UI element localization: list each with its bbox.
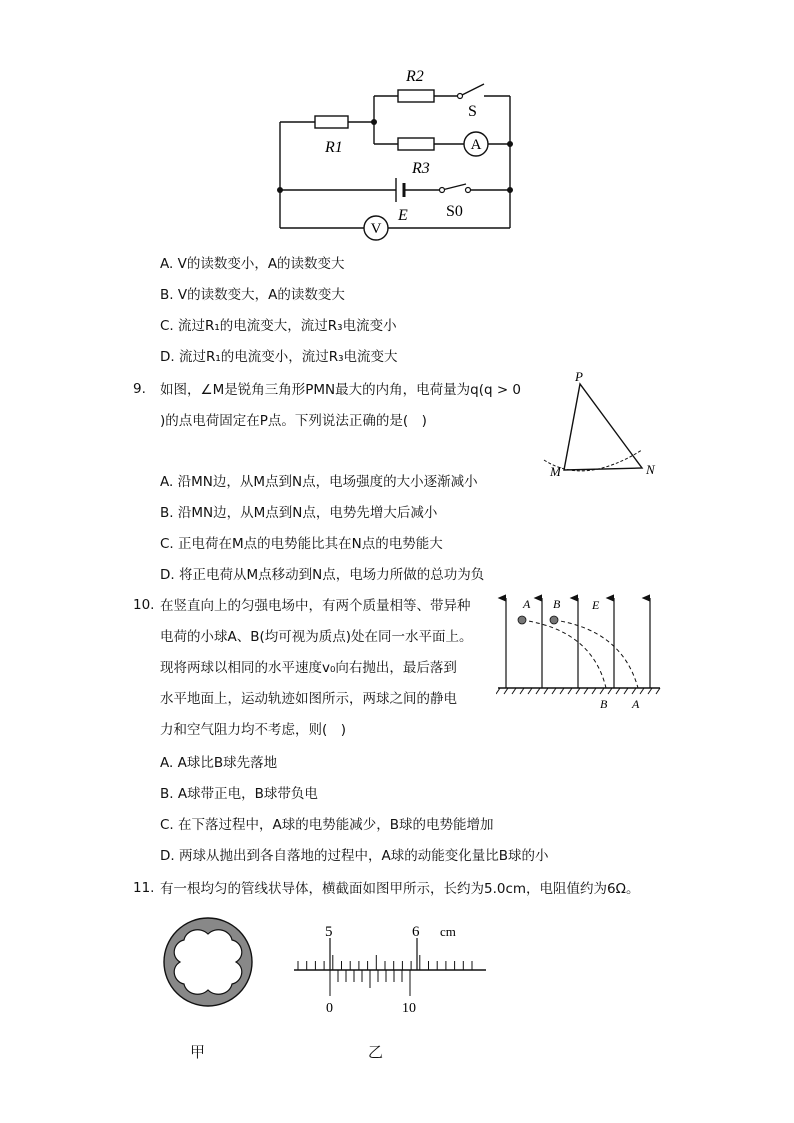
- triangle-figure: [536, 370, 670, 482]
- landing-a-label: A: [632, 697, 640, 711]
- q10-number: 10.: [133, 597, 155, 613]
- point-p-label: P: [575, 370, 583, 384]
- main-scale-5: 5: [325, 924, 333, 940]
- point-n-label: N: [646, 462, 655, 477]
- voltmeter-label: V: [370, 221, 382, 237]
- r2-label: R2: [406, 68, 424, 85]
- q10-stem-line4: 水平地面上，运动轨迹如图所示，两球之间的静电: [160, 691, 457, 707]
- ball-b-label: B: [553, 597, 561, 611]
- figure-yi-caption: 乙: [368, 1043, 384, 1061]
- q10-stem-line3: 现将两球以相同的水平速度v₀向右抛出，最后落到: [160, 660, 457, 676]
- q8-option-c: C. 流过R₁的电流变大，流过R₃电流变小: [160, 318, 397, 334]
- ammeter-label: A: [470, 137, 482, 153]
- q10-stem-line5: 力和空气阻力均不考虑，则( ): [160, 722, 347, 738]
- cross-section-figure: [160, 912, 260, 1012]
- q10-option-b: B. A球带正电，B球带负电: [160, 786, 318, 802]
- figure-jia-caption: 甲: [190, 1043, 206, 1061]
- vernier-10: 10: [402, 1001, 416, 1016]
- q9-number: 9.: [133, 381, 146, 397]
- q9-stem-line2: )的点电荷固定在P点。下列说法正确的是( ): [160, 413, 427, 429]
- r3-label: R3: [412, 160, 430, 177]
- landing-b-label: B: [600, 697, 608, 711]
- ball-a-label: A: [523, 597, 531, 611]
- q11-stem: 有一根均匀的管线状导体，横截面如图甲所示，长约为5.0cm，电阻值约为6Ω。: [160, 881, 640, 897]
- vernier-caliper-figure: [290, 918, 490, 1016]
- battery-e-label: E: [398, 207, 408, 224]
- r1-label: R1: [325, 139, 343, 156]
- q10-stem-line1: 在竖直向上的匀强电场中，有两个质量相等、带异种: [160, 598, 471, 614]
- circuit-diagram: [270, 60, 520, 245]
- point-m-label: M: [550, 464, 561, 479]
- switch-s0-label: S0: [446, 203, 463, 220]
- q10-option-c: C. 在下落过程中，A球的电势能减少，B球的电势能增加: [160, 817, 494, 833]
- q8-option-a: A. V的读数变小，A的读数变大: [160, 256, 345, 272]
- electric-field-figure: [496, 590, 666, 712]
- q10-option-a: A. A球比B球先落地: [160, 755, 278, 771]
- switch-s-label: S: [468, 103, 477, 120]
- q10-stem-line2: 电荷的小球A、B(均可视为质点)处在同一水平面上。: [160, 629, 473, 645]
- q8-option-d: D. 流过R₁的电流变小，流过R₃电流变大: [160, 349, 398, 365]
- main-scale-6: 6: [412, 924, 420, 940]
- q9-stem-line1: 如图，∠M是锐角三角形PMN最大的内角，电荷量为q(q > 0: [160, 382, 522, 398]
- q9-option-a: A. 沿MN边，从M点到N点，电场强度的大小逐渐减小: [160, 474, 478, 490]
- q9-option-d: D. 将正电荷从M点移动到N点，电场力所做的总功为负: [160, 567, 485, 583]
- main-scale-unit: cm: [440, 924, 456, 939]
- q11-number: 11.: [133, 880, 155, 896]
- q10-option-d: D. 两球从抛出到各自落地的过程中，A球的动能变化量比B球的小: [160, 848, 549, 864]
- q9-option-b: B. 沿MN边，从M点到N点，电势先增大后减小: [160, 505, 438, 521]
- q9-option-c: C. 正电荷在M点的电势能比其在N点的电势能大: [160, 536, 443, 552]
- field-e-label: E: [592, 598, 600, 612]
- q8-option-b: B. V的读数变大，A的读数变大: [160, 287, 345, 303]
- vernier-0: 0: [326, 1001, 333, 1016]
